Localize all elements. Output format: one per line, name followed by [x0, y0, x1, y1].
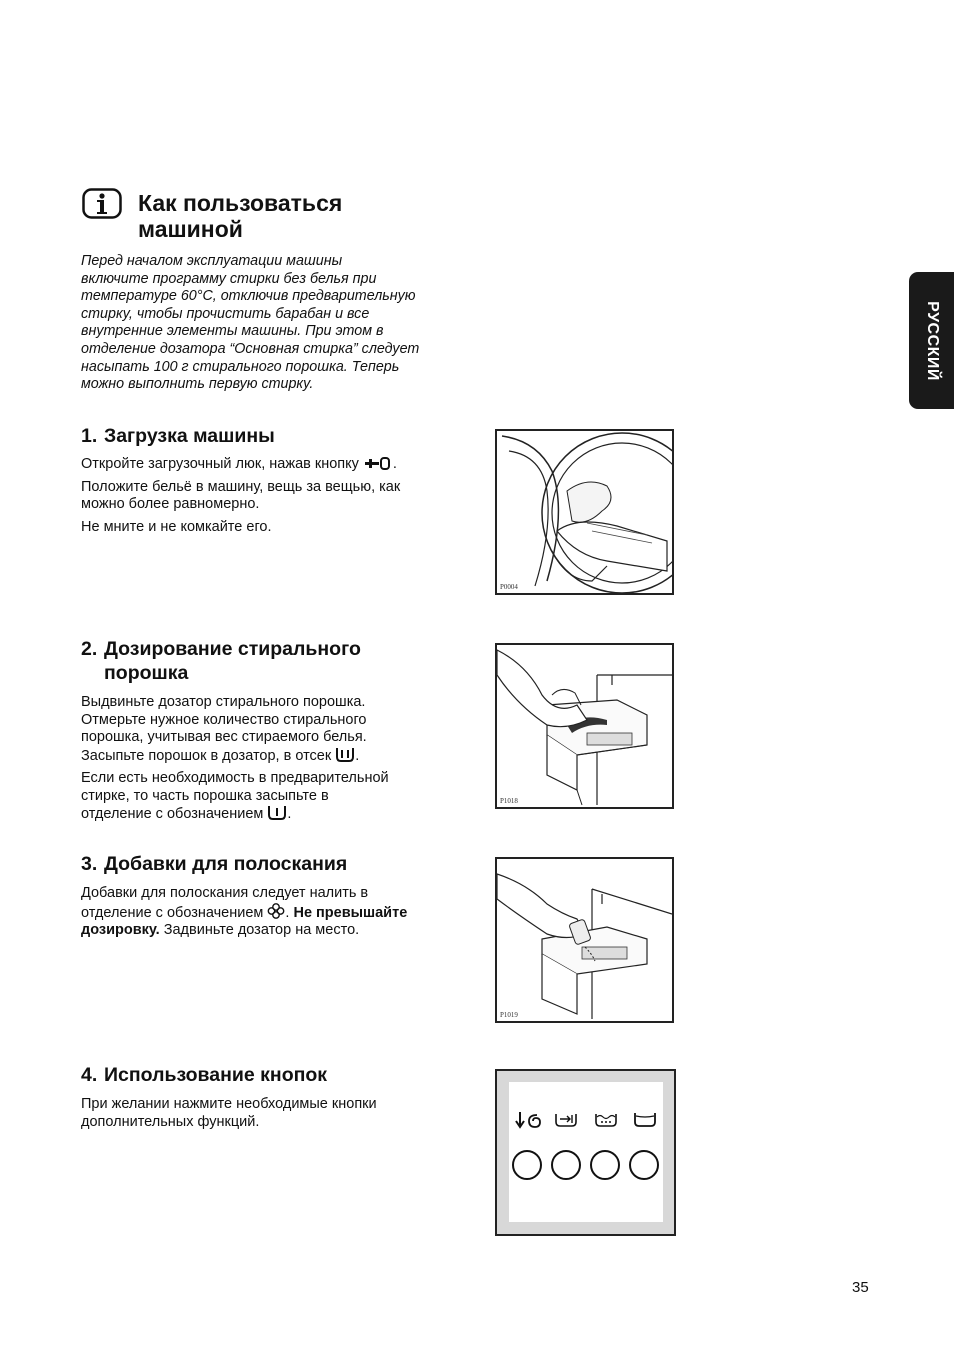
main-wash-icon [633, 1110, 659, 1130]
softener-flower-icon [267, 903, 285, 919]
paragraph [81, 456, 461, 474]
spin-reduction-button[interactable] [512, 1150, 542, 1180]
intro-line: внутренние элементы машины. При этом в [81, 323, 384, 340]
section-2-title [81, 637, 361, 685]
text: . [392, 456, 397, 472]
bold-text: Не превышайте [293, 904, 408, 921]
page-title-line2: машиной [138, 216, 243, 242]
text: Выдвиньте дозатор стирального порошка. [81, 694, 366, 710]
text: Добавки для полоскания следует налить в [81, 885, 369, 901]
text: . [287, 806, 292, 822]
figure-rinse-additive [495, 857, 674, 1023]
text: порошка, учитывая вес стираемого белья. [81, 729, 367, 745]
figure-code: P1018 [500, 797, 518, 805]
intro-line: можно выполнить первую стирку. [81, 376, 314, 393]
text: Положите бельё в машину, вещь за вещью, как [81, 478, 401, 495]
spin-reduction-icon [515, 1110, 545, 1130]
main-wash-compartment-icon [335, 747, 355, 762]
section-4-body [81, 1096, 461, 1136]
text: Задвиньте дозатор на место. [163, 922, 360, 938]
section-number: 2. [81, 638, 98, 660]
language-tab [909, 272, 954, 409]
paragraph [81, 885, 461, 940]
figure-code: P0004 [500, 583, 518, 591]
text: стирке, то часть порошка засыпьте в [81, 787, 329, 804]
text: отделение с обозначением [81, 904, 264, 921]
section-1-body [81, 456, 461, 541]
text: Отмерьте нужное количество стирального [81, 711, 367, 728]
text: При желании нажмите необходимые кнопки [81, 1096, 377, 1112]
text: дополнительных функций. [81, 1113, 260, 1130]
section-number: 4. [81, 1064, 98, 1086]
figure-button-panel [495, 1069, 676, 1236]
intro-line: включите программу стирки без белья при [81, 270, 377, 287]
prewash-button[interactable] [590, 1150, 620, 1180]
section-4-title [81, 1063, 327, 1087]
text: Откройте загрузочный люк, нажав кнопку [81, 456, 359, 472]
main-wash-button[interactable] [629, 1150, 659, 1180]
paragraph [81, 770, 461, 824]
paragraph [81, 479, 461, 514]
prewash-icon [594, 1110, 620, 1130]
page-title [138, 190, 342, 242]
section-2-body [81, 694, 461, 829]
text: отделение с обозначением [81, 806, 264, 822]
paragraph [81, 1096, 461, 1131]
bold-text: дозировку. [81, 922, 160, 938]
page-number: 35 [852, 1279, 869, 1296]
intro-line: отделение дозатора “Основная стирка” следует [81, 340, 420, 357]
section-3-body [81, 885, 461, 945]
intro-line: Перед началом эксплуатации машины [81, 253, 343, 269]
paragraph [81, 519, 461, 537]
button-panel [509, 1082, 663, 1222]
paragraph [81, 694, 461, 765]
section-3-title [81, 852, 347, 876]
intro-line: температуре 60°С, отключив предварительную [81, 288, 416, 305]
half-load-icon [554, 1110, 580, 1130]
section-title-text: Загрузка машины [104, 425, 275, 447]
intro-line: стирку, чтобы прочистить барабан и все [81, 305, 370, 322]
half-load-button[interactable] [551, 1150, 581, 1180]
section-title-text: Использование кнопок [104, 1064, 328, 1086]
section-1-title [81, 424, 275, 448]
section-title-text: Дозирование стирального [104, 638, 361, 660]
section-title-text: порошка [104, 662, 189, 684]
dispenser-illustration [497, 645, 672, 807]
figure-loading-machine [495, 429, 674, 595]
section-number: 1. [81, 425, 98, 447]
section-title-text: Добавки для полоскания [104, 853, 348, 875]
info-icon [82, 188, 122, 219]
intro-paragraph [81, 253, 471, 394]
text: . [285, 904, 290, 921]
language-tab-label: РУССКИЙ [923, 300, 941, 381]
page-title-line1: Как пользоваться [138, 190, 343, 216]
text: Если есть необходимость в предварительной [81, 770, 389, 786]
text: . [355, 747, 360, 764]
prewash-compartment-icon [267, 805, 287, 820]
text: можно более равномерно. [81, 496, 260, 512]
intro-line: насыпать 100 г стирального порошка. Теперь [81, 358, 400, 375]
door-key-icon [363, 456, 393, 470]
loading-illustration [497, 431, 672, 593]
figure-detergent-dispenser [495, 643, 674, 809]
section-number: 3. [81, 853, 98, 875]
figure-code: P1019 [500, 1011, 518, 1019]
text: Засыпьте порошок в дозатор, в отсек [81, 747, 332, 764]
rinse-illustration [497, 859, 672, 1021]
text: Не мните и не комкайте его. [81, 518, 272, 535]
